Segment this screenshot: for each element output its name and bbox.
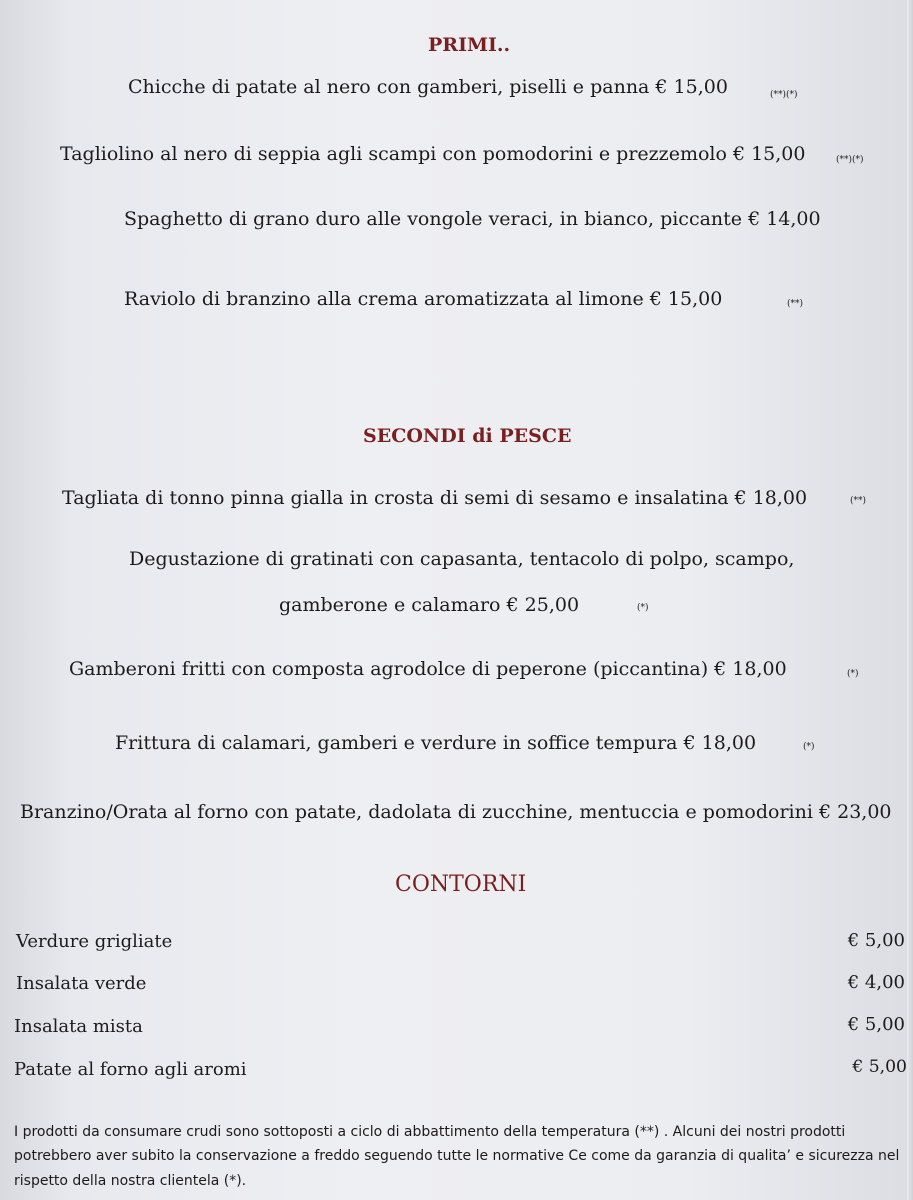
secondi-item-degustazione: Degustazione di gratinati con capasanta, tentacolo di polpo, scampo, [129, 548, 795, 570]
secondi-item-frittura-mark: (*) [803, 742, 815, 752]
paper-edge-shadow [907, 0, 913, 1200]
contorni-item-price: € 4,00 [847, 972, 905, 993]
contorni-item-name: Patate al forno agli aromi [14, 1059, 247, 1080]
primi-heading: PRIMI.. [428, 34, 511, 56]
secondi-item-frittura: Frittura di calamari, gamberi e verdure in soffice tempura € 18,00 [115, 732, 757, 754]
primi-item-spaghetto: Spaghetto di grano duro alle vongole veraci, in bianco, piccante € 14,00 [124, 208, 821, 230]
footer-note-line2: potrebbero aver subito la conservazione a freddo seguendo tutte le normative Ce come da garanzia di qualita’ e sicurezza nel [14, 1148, 900, 1164]
secondi-item-degustazione-mark: (*) [637, 603, 649, 613]
contorni-item-name: Insalata verde [16, 973, 147, 994]
primi-item-raviolo-mark: (**) [787, 299, 804, 309]
contorni-item-name: Insalata mista [14, 1016, 143, 1037]
secondi-item-tagliata-mark: (**) [850, 496, 867, 506]
secondi-item-branzino: Branzino/Orata al forno con patate, dadolata di zucchine, mentuccia e pomodorini € 23,00 [20, 801, 892, 823]
primi-item-tagliolino: Tagliolino al nero di seppia agli scampi con pomodorini e prezzemolo € 15,00 [60, 143, 806, 165]
primi-item-chicche: Chicche di patate al nero con gamberi, piselli e panna € 15,00 [128, 76, 728, 98]
secondi-item-degustazione-line2: gamberone e calamaro € 25,00 [279, 594, 580, 616]
contorni-item-name: Verdure grigliate [16, 931, 173, 952]
secondi-item-tagliata: Tagliata di tonno pinna gialla in crosta di semi di sesamo e insalatina € 18,00 [62, 487, 808, 509]
primi-item-tagliolino-mark: (**)(*) [836, 155, 864, 165]
contorni-item-price: € 5,00 [847, 1014, 905, 1035]
secondi-item-gamberoni-mark: (*) [847, 669, 859, 679]
contorni-heading: CONTORNI [395, 872, 527, 897]
secondi-item-gamberoni: Gamberoni fritti con composta agrodolce di peperone (piccantina) € 18,00 [69, 658, 787, 680]
secondi-heading: SECONDI di PESCE [363, 425, 572, 447]
contorni-item-price: € 5,00 [852, 1057, 907, 1077]
footer-note-line3: rispetto della nostra clientela (*). [14, 1173, 247, 1189]
primi-item-chicche-mark: (**)(*) [770, 90, 798, 100]
footer-note-line1: I prodotti da consumare crudi sono sottoposti a ciclo di abbattimento della temperatura (**) . Alcuni dei nostri prodotti [14, 1124, 846, 1140]
contorni-item-price: € 5,00 [847, 930, 905, 951]
primi-item-raviolo: Raviolo di branzino alla crema aromatizzata al limone € 15,00 [124, 288, 723, 310]
